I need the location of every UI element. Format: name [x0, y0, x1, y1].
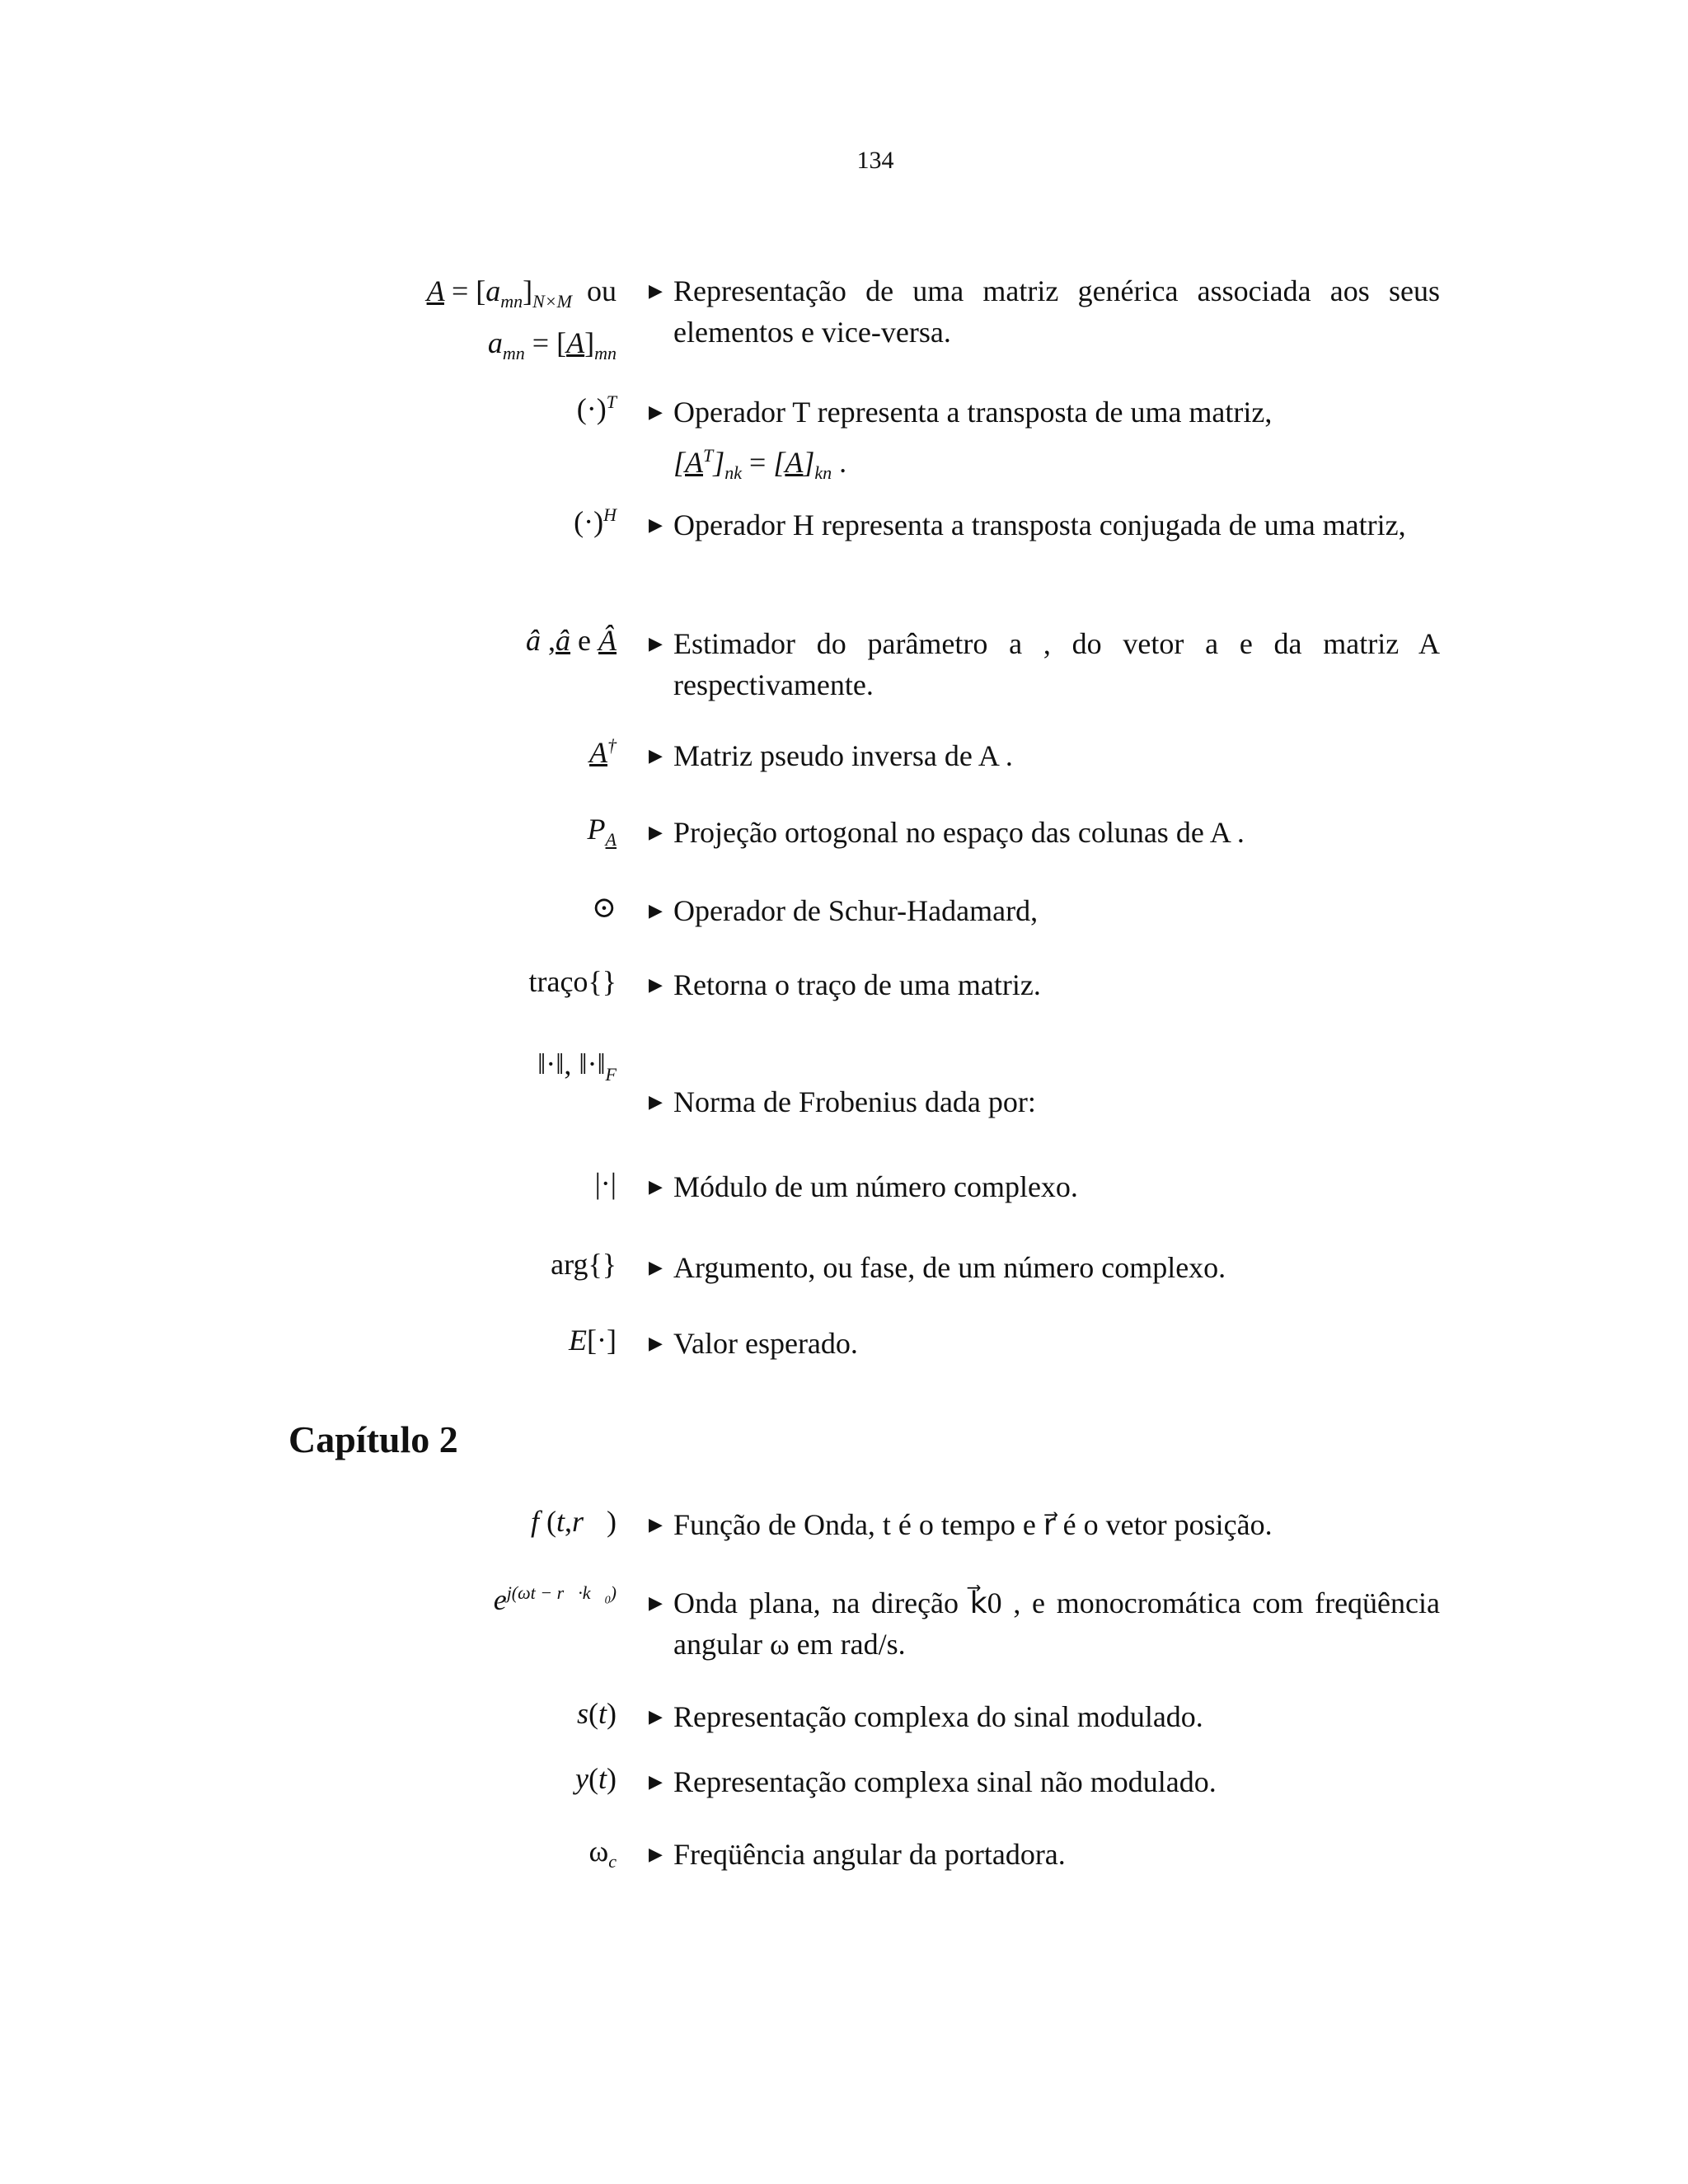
- bullet-arrow-icon: ▶: [649, 822, 663, 842]
- notation-symbol: y(t): [575, 1762, 617, 1795]
- notation-symbol: ‖·‖, $‖\cdot‖_F$: [537, 1047, 617, 1085]
- notation-symbol: arg{}: [551, 1248, 617, 1281]
- notation-description: ▶ Função de Onda, t é o tempo e r⃗ é o vetor posição.: [673, 1504, 1440, 1545]
- bullet-arrow-icon: ▶: [649, 401, 663, 422]
- notation-description: ▶ Módulo de um número complexo.: [673, 1166, 1440, 1207]
- notation-description: ▶ Argumento, ou fase, de um número complexo.: [673, 1247, 1440, 1288]
- circled-dot-icon: ⊙: [591, 891, 617, 924]
- notation-symbol: â ,â e Â: [526, 624, 617, 657]
- notation-description: ▶ Freqüência angular da portadora.: [673, 1834, 1440, 1875]
- bullet-arrow-icon: ▶: [649, 1176, 663, 1197]
- notation-symbol: s(t): [576, 1697, 617, 1730]
- notation-description: ▶ Onda plana, na direção k⃗0 , e monocromática com freqüência angular ω em rad/s.: [673, 1582, 1440, 1665]
- notation-description: ▶ Representação complexa do sinal modulado.: [673, 1696, 1440, 1737]
- notation-symbol: $e^{j(\omega t - r⃗\cdot k⃗_0)}$: [493, 1582, 617, 1616]
- notation-symbol: $\omega_c$: [588, 1835, 617, 1872]
- page-number: 134: [856, 147, 894, 174]
- bullet-arrow-icon: ▶: [649, 1771, 663, 1792]
- formula: $[A^T]_{nk} = [A]_{kn}$ .: [673, 445, 847, 484]
- chapter-heading: Capítulo 2: [288, 1418, 458, 1460]
- notation-symbol: traço{}: [528, 965, 617, 998]
- notation-description: ▶ Projeção ortogonal no espaço das colunas de A .: [673, 812, 1440, 853]
- notation-description: ▶ Operador de Schur-Hadamard,: [673, 890, 1440, 931]
- notation-symbol: $P_A$: [587, 813, 617, 851]
- notation-symbol: E[·]: [569, 1324, 617, 1357]
- bullet-arrow-icon: ▶: [649, 900, 663, 921]
- notation-description: ▶ Valor esperado.: [673, 1323, 1440, 1364]
- bullet-arrow-icon: ▶: [649, 745, 663, 766]
- bullet-arrow-icon: ▶: [649, 1514, 663, 1535]
- bullet-arrow-icon: ▶: [649, 1091, 663, 1112]
- notation-description: ▶ Estimador do parâmetro a , do vetor a e da matriz A respectivamente.: [673, 623, 1440, 705]
- bullet-arrow-icon: ▶: [649, 1844, 663, 1864]
- bullet-arrow-icon: ▶: [649, 1706, 663, 1727]
- bullet-arrow-icon: ▶: [649, 514, 663, 535]
- bullet-arrow-icon: ▶: [649, 974, 663, 995]
- notation-symbol: $A = [a_{mn}]_{N\times M}$ ou $a_{mn} = [A]_{mn}$: [426, 274, 617, 364]
- notation-description: ▶ Representação complexa sinal não modulado.: [673, 1761, 1440, 1802]
- notation-symbol: $(\cdot)^H$: [574, 504, 617, 538]
- notation-description: ▶ Representação de uma matriz genérica associada aos seus elementos e vice-versa.: [673, 270, 1440, 353]
- bullet-arrow-icon: ▶: [649, 280, 663, 301]
- notation-symbol: A†: [589, 735, 617, 769]
- notation-symbol: $(\cdot)^T$: [576, 391, 617, 425]
- bullet-arrow-icon: ▶: [649, 1592, 663, 1613]
- bullet-arrow-icon: ▶: [649, 1257, 663, 1277]
- notation-symbol: [270, 890, 617, 925]
- notation-description: ▶ Operador H representa a transposta conjugada de uma matriz,: [673, 504, 1440, 546]
- bullet-arrow-icon: ▶: [649, 633, 663, 654]
- notation-symbol: f (t,r⃗): [530, 1505, 617, 1538]
- notation-description: ▶ Matriz pseudo inversa de A .: [673, 735, 1440, 776]
- notation-description: ▶ Operador T representa a transposta de uma matriz, $[A^T]_{nk} = [A]_{kn}$ .: [673, 391, 1440, 494]
- bullet-arrow-icon: ▶: [649, 1333, 663, 1353]
- notation-description: ▶ Retorna o traço de uma matriz.: [673, 964, 1440, 1005]
- notation-symbol: |·|: [594, 1167, 617, 1200]
- notation-description: ▶ Norma de Frobenius dada por:: [673, 1081, 1440, 1122]
